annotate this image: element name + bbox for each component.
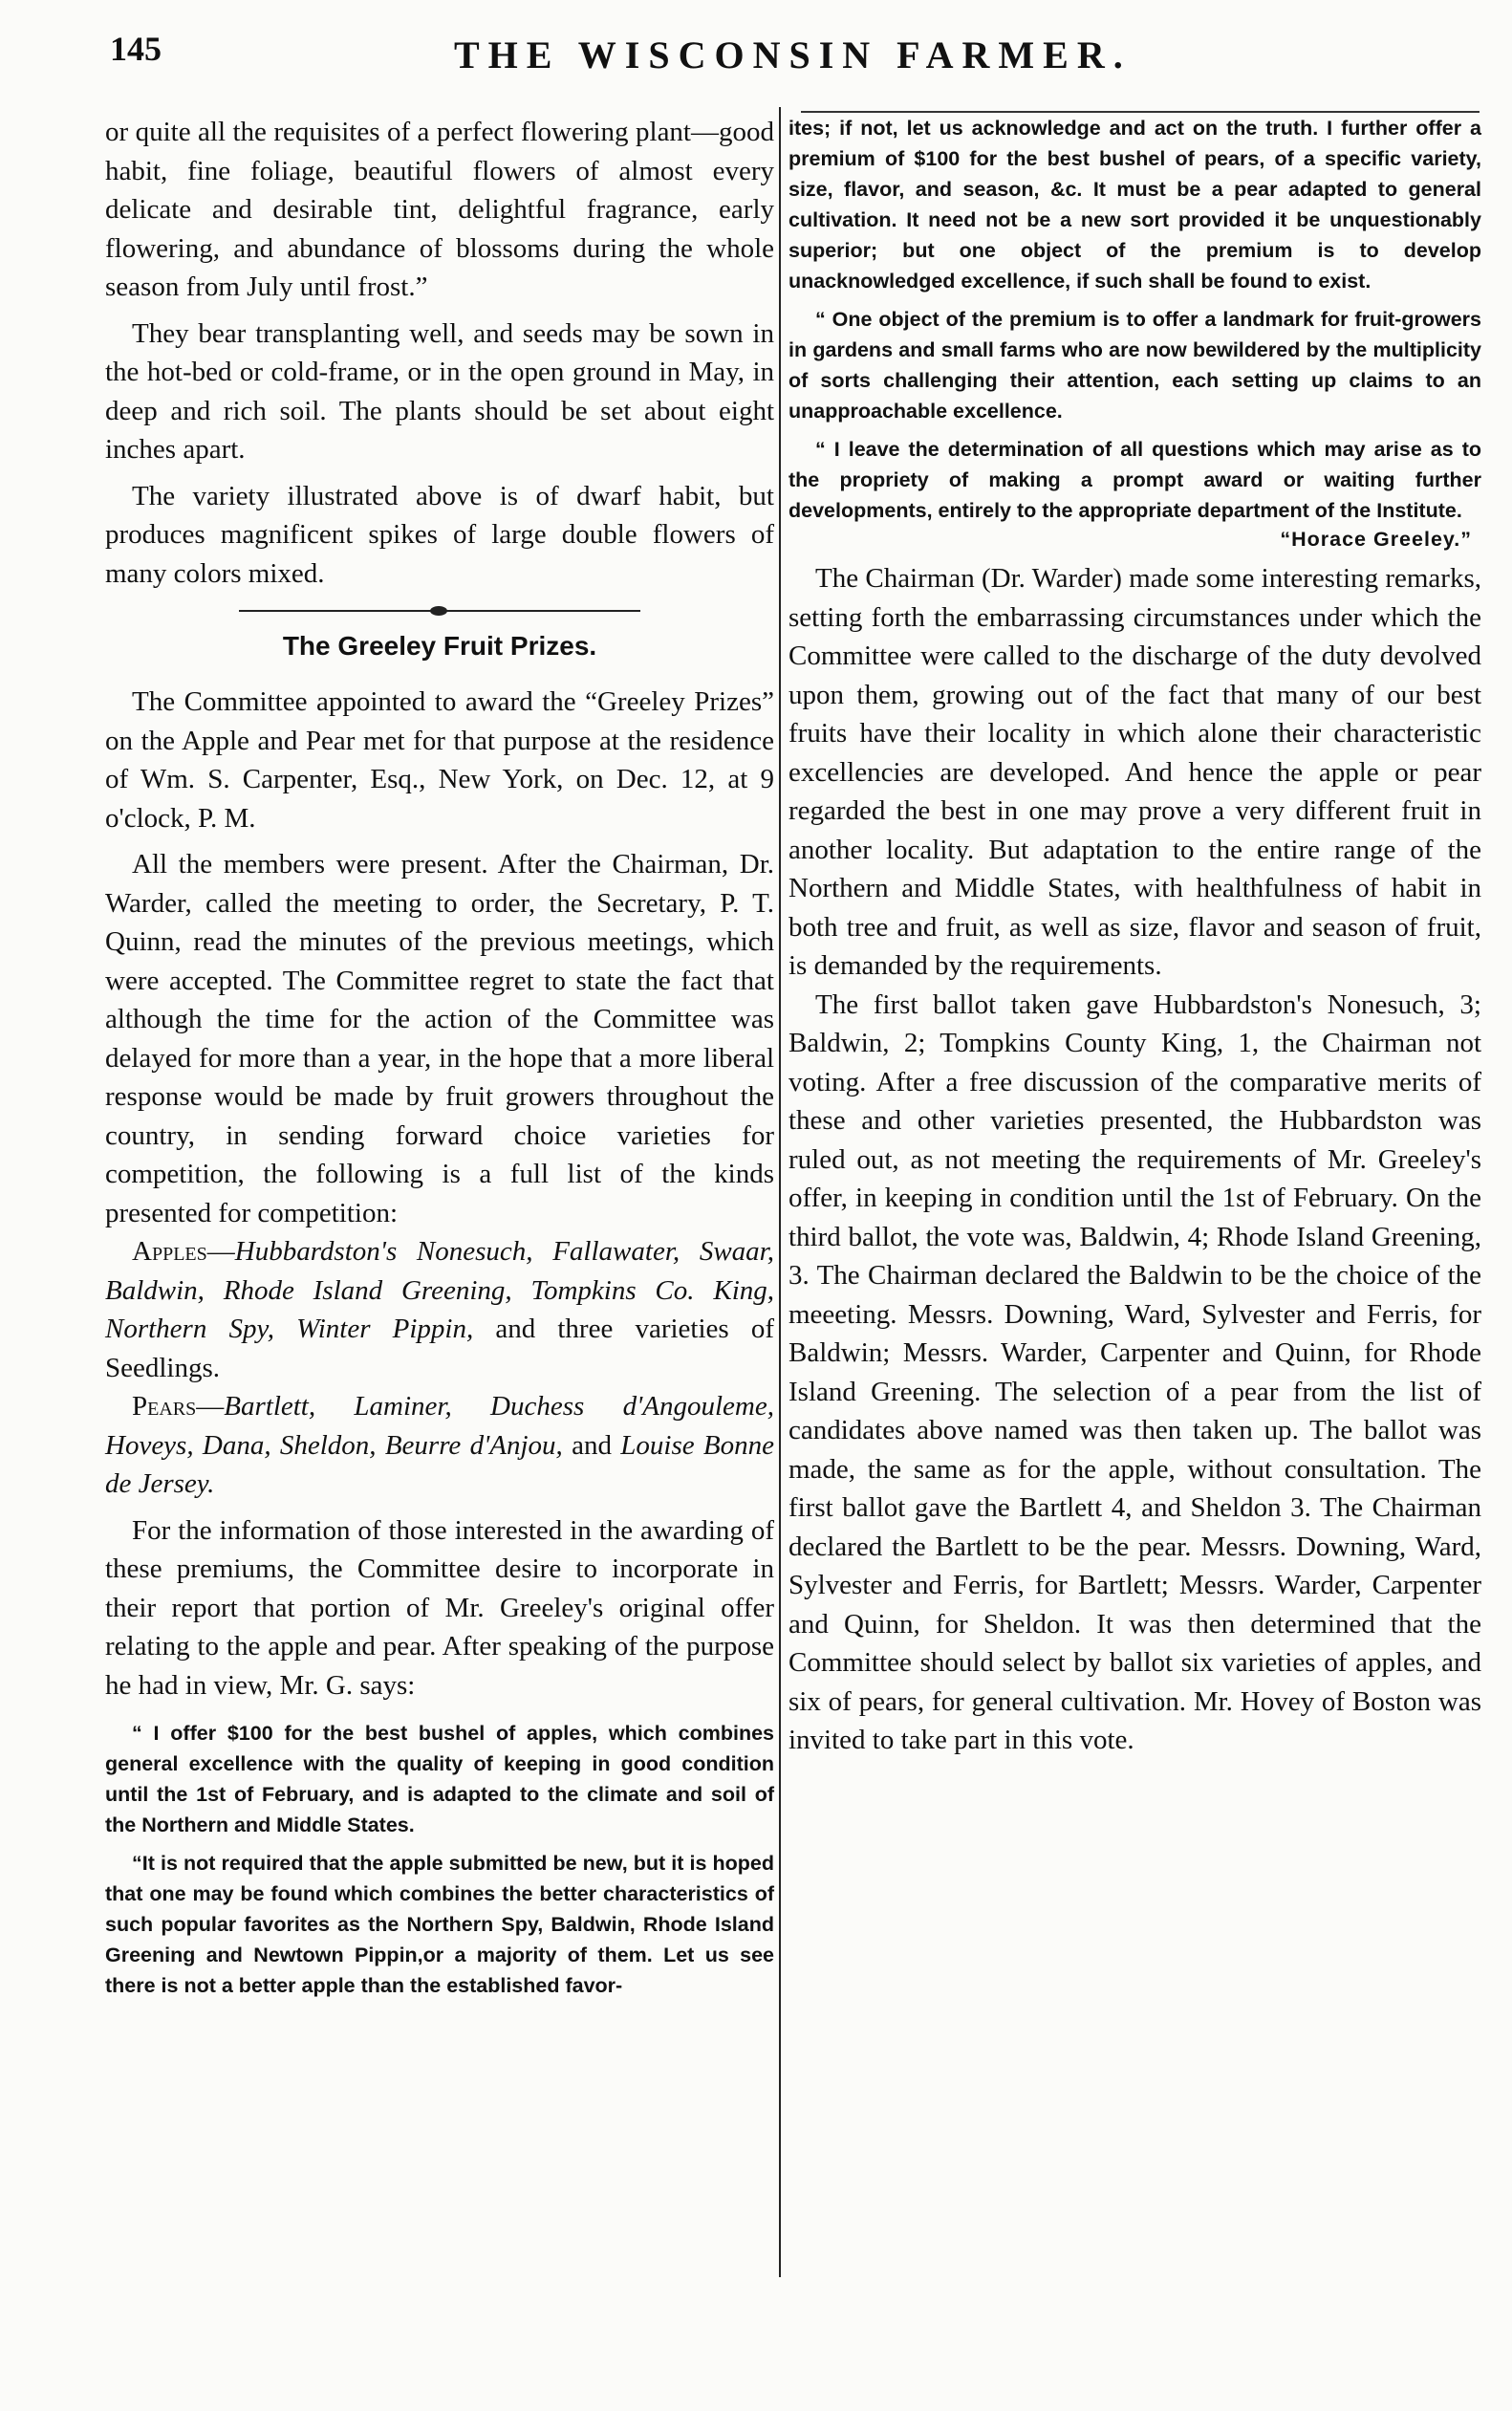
apples-tail: and three varieties of Seedlings. [105,1314,774,1383]
apples-varieties: Hubbardston's Nonesuch, Fallawater, Swaar, Baldwin, Rhode Island Greening, Tompkins Co. King, Northern Spy, Winter Pippin, [105,1236,774,1344]
running-title: THE WISCONSIN FARMER. [454,33,1132,76]
paragraph-committee: The Committee appointed to award the “Greeley Prizes” on the Apple and Pear met for that purpose at the residence of Wm. S. Carpenter, Esq., New York, on Dec. 12, at 9 o'clock, P. M. [105,686,774,834]
pears-last: Louise Bonne de Jersey. [105,1429,774,1499]
left-column [105,113,774,2001]
paragraph-information: For the information of those interested in the awarding of these premiums, the Committee desire to incorporate in their report that portion of Mr. Greeley's original offer relating to the apple and pear. After speaking of the purpose he had in view, Mr. G. says: [105,1514,774,1701]
signature: “Horace Greeley.” [1280,528,1472,551]
quote-landmark: “ One object of the premium is to offer a landmark for fruit-growers in gardens and small farms who are now bewildered by the multiplicity of sorts challenging their attention, each setting up claims to an unapproachable excellence. [788,308,1481,423]
page-header [110,21,1467,88]
paragraph-transplanting: They bear transplanting well, and seeds may be sown in the hot-bed or cold-frame, or in the open ground in May, in deep and rich soil. The plants should be set about eight inches apart. [105,317,774,465]
pears-varieties: Bartlett, Laminer, Duchess d'Angouleme, Hoveys, Dana, Sheldon, Beurre d'Anjou, [105,1391,774,1461]
section-divider [239,610,640,612]
page-number: 145 [110,30,162,68]
pears-list: Pears—Bartlett, Laminer, Duchess d'Angouleme, Hoveys, Dana, Sheldon, Beurre d'Anjou, and Louise Bonne de Jersey. [105,1391,774,1499]
pears-label: Pears [132,1391,197,1422]
quote-pear-offer: ites; if not, let us acknowledge and act on the truth. I further offer a premium of $100 for the best bushel of pears, of a specific variety, size, flavor, and season, &c. It must be a pear adapted to general cultivation. It need not be a new sort provided it be unquestionably superior; but one object of the premium is to develop unacknowledged excellence, if such shall be found to exist. [788,117,1481,293]
paragraph-flowering-plant: or quite all the requisites of a perfect flowering plant—good habit, fine foliage, beautiful flowers of almost every delicate and desirable tint, delightful fragrance, early flowering, and abundance of blossoms during the whole season from July until frost.” [105,117,774,302]
paragraph-members: All the members were present. After the Chairman, Dr. Warder, called the meeting to order, the Secretary, P. T. Quinn, read the minutes of the previous meetings, which were accepted. The Committee regret to state the fact that although the time for the action of the Committee was delayed for more than a year, in the hope that a more liberal response would be made by fruit growers throughout the country, in sending forward choice varieties for competition, the following is a full list of the kinds presented for competition: [105,849,774,1228]
pears-and: and [562,1429,621,1461]
paragraph-ballot: The first ballot taken gave Hubbardston's Nonesuch, 3; Baldwin, 2; Tompkins County King, 1, the Chairman not voting. After a free discussion of the comparative merits of these and other varieties presented, the Hubbardston was ruled out, as not meeting the requirements of Mr. Greeley's offer, in keeping in condition until the 1st of February. On the third ballot, the vote was, Baldwin, 4; Rhode Island Greening, 3. The Chairman declared the Baldwin to be the choice of the meeeting. Messrs. Downing, Ward, Sylvester and Ferris, for Baldwin; Messrs. Warder, Carpenter and Quinn, for Rhode Island Greening. The selection of a pear from the list of candidates above named was then taken up. The ballot was made, the same as for the apple, without consultation. The first ballot gave the Bartlett 4, and Sheldon 3. The Chairman declared the Bartlett to be the pear. Messrs. Downing, Ward, Sylvester and Ferris, for Bartlett; Messrs. Warder, Carpenter and Quinn, for Sheldon. It was then determined that the Committee should select by ballot six varieties of apples, and six of pears, for general cultivation. Mr. Hovey of Boston was invited to take part in this vote. [788,988,1481,1755]
right-column [788,113,1481,1760]
quote-not-required: “It is not required that the apple submitted be new, but it is hoped that one may be found which combines the better characteristics of such popular favorites as the Northern Spy, Baldwin, Rhode Island Greening and Newtown Pippin,or a majority of them. Let us see there is not a better apple than the established favor- [105,1852,774,1997]
column-divider [779,107,781,2277]
quote-apple-offer: “ I offer $100 for the best bushel of apples, which combines general excellence with the quality of keeping in good condition until the 1st of February, and is adapted to the climate and soil of the Northern and Middle States. [105,1722,774,1836]
apples-list: Apples—Hubbardston's Nonesuch, Fallawater, Swaar, Baldwin, Rhode Island Greening, Tompkins Co. King, Northern Spy, Winter Pippin, and three varieties of Seedlings. [105,1236,774,1383]
section-heading: The Greeley Fruit Prizes. [282,631,597,661]
paragraph-variety: The variety illustrated above is of dwarf habit, but produces magnificent spikes of large double flowers of many colors mixed. [105,480,774,589]
quote-determination: “ I leave the determination of all questions which may arise as to the propriety of making a prompt award or waiting further developments, entirely to the appropriate department of the Institute. [788,438,1481,522]
paragraph-chairman: The Chairman (Dr. Warder) made some interesting remarks, setting forth the embarrassing circumstances under which the Committee were called to the discharge of the duty devolved upon them, growing out of the fact that many of our best fruits have their locality in which alone their characteristic excellencies are developed. And hence the apple or pear regarded the best in one may prove a very different fruit in another locality. But adaptation to the entire range of the Northern and Middle States, with healthfulness of habit in both tree and fruit, as well as size, flavor and season of fruit, is demanded by the requirements. [788,563,1481,981]
apples-label: Apples [132,1236,207,1267]
divider-ornament-icon [430,606,447,616]
